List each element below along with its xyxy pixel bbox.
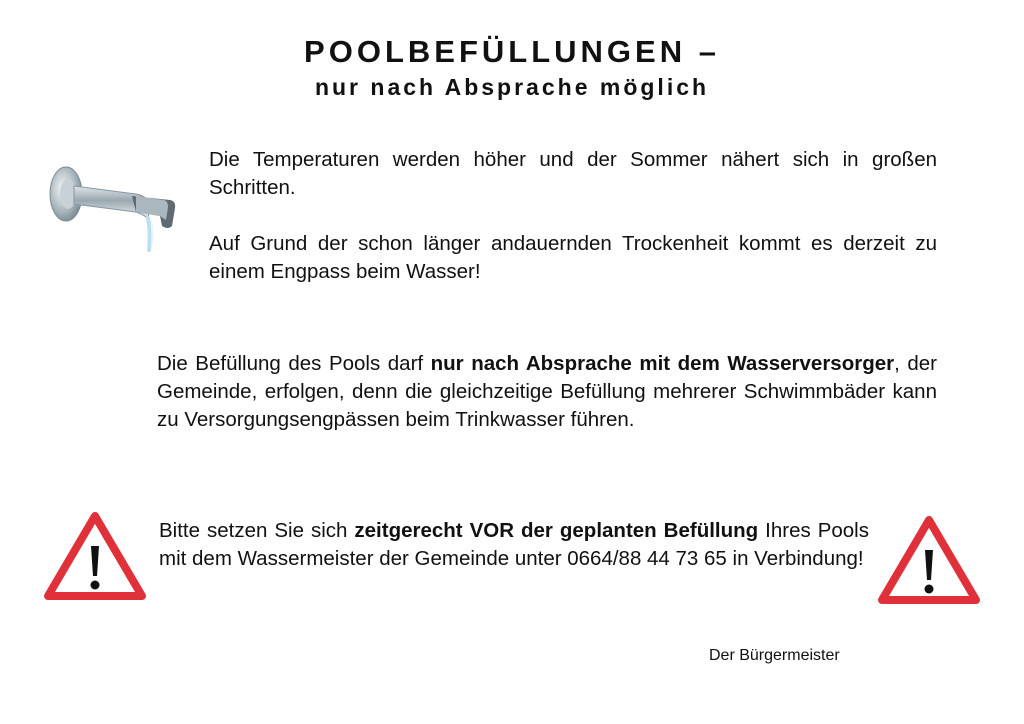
pool-filling-paragraph <box>157 350 937 434</box>
contact-text-start: Bitte setzen Sie sich <box>159 519 355 542</box>
pool-filling-text-start: Die Befüllung des Pools darf <box>157 352 431 375</box>
contact-text-end: Ihres Pools mit dem Wassermeister der Gemeinde unter 0664/88 44 73 65 in Verbindung! <box>159 519 869 570</box>
contact-paragraph <box>159 517 869 573</box>
contact-emphasis: zeitgerecht VOR der geplanten Befüllung <box>354 519 759 542</box>
drought-paragraph: Auf Grund der schon länger andauernden Trockenheit kommt es derzeit zu einem Engpass beim Wasser! <box>209 232 937 283</box>
intro-paragraph: Die Temperaturen werden höher und der Sommer nähert sich in großen Schritten. <box>209 148 937 199</box>
signature: Der Bürgermeister <box>709 647 840 664</box>
water-faucet-icon <box>44 160 184 260</box>
warning-triangle-icon <box>42 510 148 602</box>
warning-triangle-icon <box>876 514 982 606</box>
pool-filling-text-end: , der Gemeinde, erfolgen, denn die gleichzeitige Befüllung mehrerer Schwimmbäder kann zu Versorgungsengpässen beim Trinkwasser führen. <box>157 352 937 431</box>
pool-filling-emphasis: nur nach Absprache mit dem Wasserversorger <box>430 352 895 375</box>
page-title: POOLBEFÜLLUNGEN – <box>304 34 720 69</box>
page-subtitle: nur nach Absprache möglich <box>314 74 710 100</box>
